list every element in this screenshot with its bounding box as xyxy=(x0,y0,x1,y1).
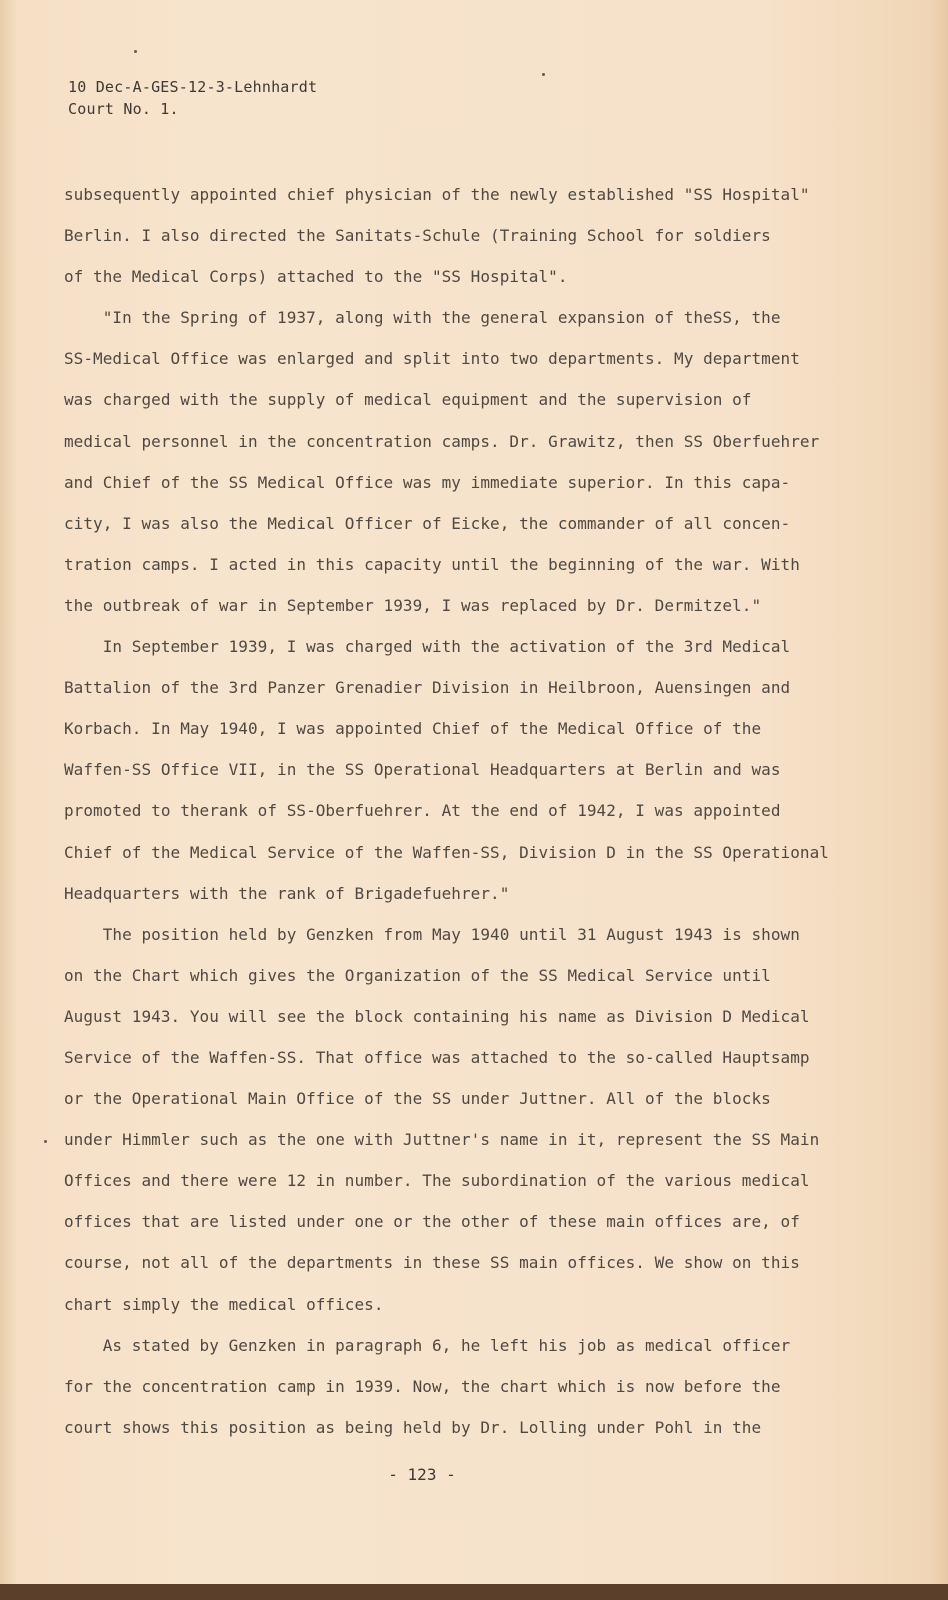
page-number: - 123 - xyxy=(388,1465,456,1484)
body-text-line: was charged with the supply of medical equipment and the supervision of xyxy=(64,390,752,410)
body-text-line: city, I was also the Medical Officer of Eicke, the commander of all concen- xyxy=(64,513,791,533)
body-text-line: the outbreak of war in September 1939, I was replaced by Dr. Dermitzel." xyxy=(64,595,762,615)
paper-speck xyxy=(44,1140,47,1143)
paper-speck xyxy=(134,50,137,53)
body-text-line: Service of the Waffen-SS. That office was attached to the so-called Hauptsamp xyxy=(64,1047,810,1067)
body-text-line: and Chief of the SS Medical Office was my immediate superior. In this capa- xyxy=(64,472,791,492)
body-text-line: As stated by Genzken in paragraph 6, he left his job as medical officer xyxy=(64,1335,791,1355)
body-text-line: tration camps. I acted in this capacity until the beginning of the war. With xyxy=(64,554,800,574)
body-text-line: August 1943. You will see the block containing his name as Division D Medical xyxy=(64,1006,810,1026)
page-footer xyxy=(0,1465,948,1484)
body-text-line: In September 1939, I was charged with the activation of the 3rd Medical xyxy=(64,637,791,657)
header-line-2: Court No. 1. xyxy=(68,100,179,118)
body-text-line: under Himmler such as the one with Juttner's name in it, represent the SS Main xyxy=(64,1130,820,1150)
document-header xyxy=(68,76,317,120)
body-text-line: for the concentration camp in 1939. Now, the chart which is now before the xyxy=(64,1376,781,1396)
body-text-line: Chief of the Medical Service of the Waffen-SS, Division D in the SS Operational xyxy=(64,842,829,862)
body-text-line: court shows this position as being held by Dr. Lolling under Pohl in the xyxy=(64,1417,762,1437)
body-text-line: subsequently appointed chief physician of the newly established "SS Hospital" xyxy=(64,185,810,204)
header-line-1: 10 Dec-A-GES-12-3-Lehnhardt xyxy=(68,78,318,96)
body-text-line: medical personnel in the concentration camps. Dr. Grawitz, then SS Oberfuehrer xyxy=(64,431,820,451)
body-text-line: Berlin. I also directed the Sanitats-Schule (Training School for soldiers xyxy=(64,226,771,246)
body-text-line: Korbach. In May 1940, I was appointed Chief of the Medical Office of the xyxy=(64,719,762,739)
body-text-line: "In the Spring of 1937, along with the general expansion of theSS, the xyxy=(64,308,781,328)
body-text-line: Waffen-SS Office VII, in the SS Operational Headquarters at Berlin and was xyxy=(64,760,781,780)
body-text-line: or the Operational Main Office of the SS under Juttner. All of the blocks xyxy=(64,1089,771,1109)
document-body xyxy=(64,183,864,1457)
body-text-line: chart simply the medical offices. xyxy=(64,1294,384,1314)
body-text-line: Headquarters with the rank of Brigadefuehrer." xyxy=(64,883,510,903)
body-text-line: of the Medical Corps) attached to the "SS Hospital". xyxy=(64,267,568,287)
body-text-line: SS-Medical Office was enlarged and split into two departments. My department xyxy=(64,349,800,369)
body-text-line: Battalion of the 3rd Panzer Grenadier Division in Heilbroon, Auensingen and xyxy=(64,678,791,698)
body-text-line: on the Chart which gives the Organization of the SS Medical Service until xyxy=(64,965,771,985)
body-text-line: Offices and there were 12 in number. The subordination of the various medical xyxy=(64,1171,810,1191)
body-text-line: course, not all of the departments in these SS main offices. We show on this xyxy=(64,1253,800,1273)
paper-speck xyxy=(542,73,545,76)
body-text-line: offices that are listed under one or the other of these main offices are, of xyxy=(64,1212,800,1232)
body-text-line: The position held by Genzken from May 1940 until 31 August 1943 is shown xyxy=(64,924,800,944)
body-text-line: promoted to therank of SS-Oberfuehrer. At the end of 1942, I was appointed xyxy=(64,801,781,821)
